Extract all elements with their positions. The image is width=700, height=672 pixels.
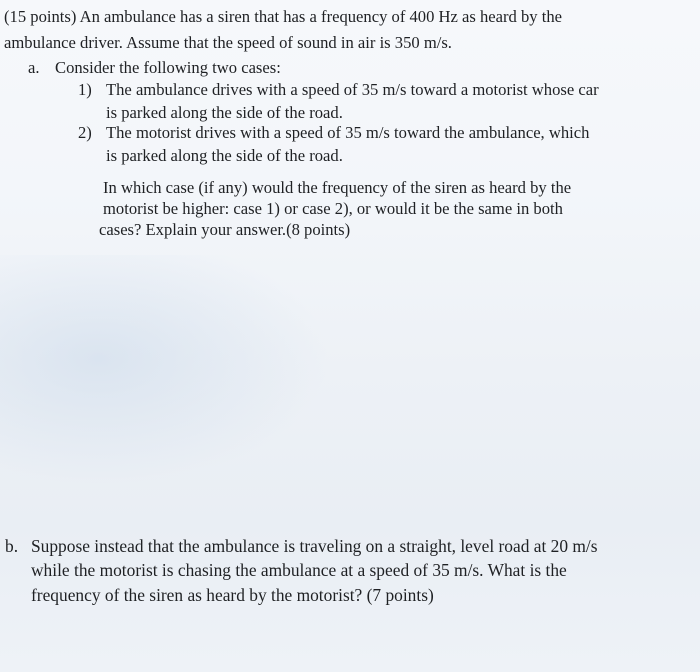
case-2-line-2: is parked along the side of the road. [106, 146, 343, 165]
question-line-3: cases? Explain your answer.(8 points) [99, 220, 351, 239]
intro-line-2: ambulance driver. Assume that the speed of sound in air is 350 m/s. [4, 33, 452, 52]
case-1-marker: 1) [78, 80, 92, 99]
case-1-line-1: The ambulance drives with a speed of 35 m/s toward a motorist whose car [106, 80, 599, 99]
intro-line-1: (15 points) An ambulance has a siren that has a frequency of 400 Hz as heard by the [4, 7, 563, 26]
case-1-line-2: is parked along the side of the road. [106, 103, 343, 122]
part-b-marker: b. [5, 536, 19, 556]
case-2-line-1: The motorist drives with a speed of 35 m/s toward the ambulance, which [106, 123, 590, 142]
case-2-marker: 2) [78, 123, 92, 142]
part-a-heading: Consider the following two cases: [55, 58, 281, 77]
part-b-line-1: Suppose instead that the ambulance is traveling on a straight, level road at 20 m/s [31, 536, 598, 556]
question-line-1: In which case (if any) would the frequency of the siren as heard by the [103, 178, 572, 197]
part-b-line-3: frequency of the siren as heard by the motorist? (7 points) [31, 585, 434, 605]
part-b-line-2: while the motorist is chasing the ambulance at a speed of 35 m/s. What is the [31, 560, 567, 580]
question-line-2: motorist be higher: case 1) or case 2), or would it be the same in both [103, 199, 563, 218]
part-a-marker: a. [28, 58, 40, 77]
